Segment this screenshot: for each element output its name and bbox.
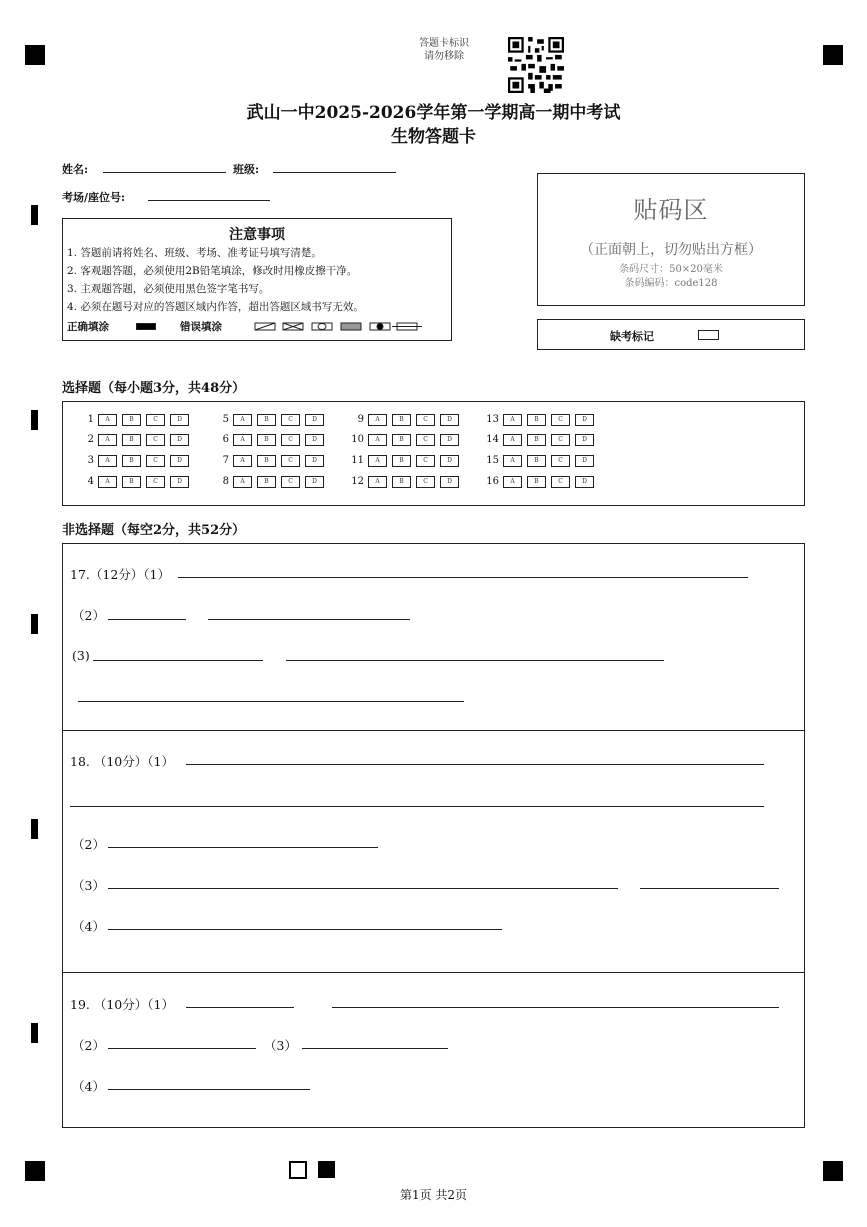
option-bubble[interactable]: C xyxy=(146,414,165,426)
page-number: 第1页 共2页 xyxy=(399,1188,468,1202)
option-bubble[interactable]: B xyxy=(527,434,546,446)
choice-question xyxy=(340,476,464,488)
choice-question xyxy=(205,455,329,467)
option-bubble[interactable]: A xyxy=(503,476,522,488)
option-bubble[interactable]: D xyxy=(305,455,324,467)
barcode-size: 条码尺寸：50×20毫米 xyxy=(619,264,723,275)
corner-mark-top-left xyxy=(25,45,45,65)
absent-box xyxy=(537,319,805,350)
q17-3-answer-line[interactable] xyxy=(93,660,263,661)
choice-question xyxy=(340,455,464,467)
option-bubble[interactable]: D xyxy=(305,434,324,446)
barcode-encoding: 条码编码：code128 xyxy=(624,278,718,289)
page-mark-hollow xyxy=(289,1161,307,1179)
question-number: 2 xyxy=(87,434,94,445)
question-number: 4 xyxy=(87,476,94,487)
q18-part2-label: （2） xyxy=(72,837,105,852)
option-bubble[interactable]: A xyxy=(233,476,252,488)
option-bubble[interactable]: B xyxy=(257,455,276,467)
qr-caption-line: 答题卡标识 xyxy=(419,38,469,49)
notice-box xyxy=(62,218,452,341)
option-bubble[interactable]: D xyxy=(440,434,459,446)
choice-question xyxy=(475,476,599,488)
choice-question xyxy=(340,434,464,446)
q17-part3-label: (3) xyxy=(72,648,90,663)
choice-question xyxy=(340,414,464,426)
option-bubble[interactable]: B xyxy=(527,455,546,467)
option-bubble[interactable]: D xyxy=(170,476,189,488)
q17-3-answer-line[interactable] xyxy=(286,660,664,661)
q19-1-answer-line[interactable] xyxy=(332,1007,779,1008)
nonchoice-answer-box xyxy=(62,543,805,1128)
nonchoice-heading: 非选择题（每空2分，共52分） xyxy=(62,523,246,538)
option-bubble[interactable]: C xyxy=(281,434,300,446)
notice-title: 注意事项 xyxy=(229,227,285,243)
fill-example-row xyxy=(67,319,109,334)
option-bubble[interactable]: A xyxy=(368,476,387,488)
correct-fill-sample xyxy=(136,323,156,330)
barcode-area xyxy=(537,173,805,306)
subject-title: 生物答题卡 xyxy=(391,127,476,147)
qr-code-icon xyxy=(508,37,564,93)
q17-2-answer-line[interactable] xyxy=(208,619,410,620)
q18-part3-label: （3） xyxy=(72,878,105,893)
question-number: 8 xyxy=(222,476,229,487)
option-bubble[interactable]: B xyxy=(527,476,546,488)
option-bubble[interactable]: D xyxy=(305,476,324,488)
question-number: 16 xyxy=(486,476,499,487)
corner-mark-top-right xyxy=(823,45,843,65)
question-number: 10 xyxy=(351,434,364,445)
page-mark-solid xyxy=(318,1161,335,1178)
q18-1-answer-line[interactable] xyxy=(70,806,764,807)
choice-heading: 选择题（每小题3分，共48分） xyxy=(62,381,246,396)
option-bubble[interactable]: A xyxy=(98,414,117,426)
question-number: 13 xyxy=(486,414,499,425)
question-number: 11 xyxy=(351,455,364,466)
option-bubble[interactable]: D xyxy=(305,414,324,426)
option-bubble[interactable]: B xyxy=(257,476,276,488)
question-number: 1 xyxy=(87,414,94,425)
option-bubble[interactable]: B xyxy=(122,455,141,467)
option-bubble[interactable]: D xyxy=(440,476,459,488)
option-bubble[interactable]: A xyxy=(368,434,387,446)
option-bubble[interactable]: C xyxy=(281,414,300,426)
q18-3-answer-line[interactable] xyxy=(108,888,618,889)
option-bubble[interactable]: A xyxy=(233,455,252,467)
q18-3-answer-line[interactable] xyxy=(640,888,779,889)
option-bubble[interactable]: C xyxy=(146,455,165,467)
notice-item: 3. 主观题答题，必须使用黑色签字笔书写。 xyxy=(67,283,270,295)
choice-question xyxy=(205,414,329,426)
exam-title: 武山一中2025-2026学年第一学期高一期中考试 xyxy=(246,103,621,123)
choice-question xyxy=(70,455,194,467)
option-bubble[interactable]: B xyxy=(392,455,411,467)
option-bubble[interactable]: D xyxy=(170,414,189,426)
q17-1-answer-line[interactable] xyxy=(178,577,748,578)
question-number: 7 xyxy=(222,455,229,466)
correct-fill-label: 正确填涂 xyxy=(67,321,109,333)
q19-4-answer-line[interactable] xyxy=(108,1089,310,1090)
choice-question xyxy=(70,414,194,426)
q19-1-answer-line[interactable] xyxy=(186,1007,294,1008)
q19-part2-label: （2） xyxy=(72,1038,105,1053)
wrong-fill-samples-icon xyxy=(254,321,432,333)
option-bubble[interactable]: A xyxy=(368,414,387,426)
option-bubble[interactable]: D xyxy=(170,455,189,467)
q18-part4-label: （4） xyxy=(72,919,105,934)
timing-mark xyxy=(31,410,38,430)
name-field[interactable] xyxy=(103,172,226,173)
option-bubble[interactable]: B xyxy=(392,476,411,488)
choice-question xyxy=(475,434,599,446)
notice-item: 4. 必须在题号对应的答题区域内作答，超出答题区域书写无效。 xyxy=(67,301,364,313)
q17-2-answer-line[interactable] xyxy=(108,619,186,620)
timing-mark xyxy=(31,614,38,634)
timing-mark xyxy=(31,205,38,225)
option-bubble[interactable]: C xyxy=(551,455,570,467)
q19-part4-label: （4） xyxy=(72,1079,105,1094)
option-bubble[interactable]: A xyxy=(503,414,522,426)
notice-item: 1. 答题前请将姓名、班级、考场、准考证号填写清楚。 xyxy=(67,247,322,259)
choice-question xyxy=(475,455,599,467)
absent-mark-checkbox[interactable] xyxy=(698,330,719,340)
timing-mark xyxy=(31,819,38,839)
option-bubble[interactable]: B xyxy=(392,434,411,446)
option-bubble[interactable]: C xyxy=(416,455,435,467)
option-bubble[interactable]: A xyxy=(503,455,522,467)
option-bubble[interactable]: A xyxy=(233,434,252,446)
option-bubble[interactable]: C xyxy=(416,414,435,426)
question-number: 12 xyxy=(351,476,364,487)
option-bubble[interactable]: A xyxy=(503,434,522,446)
option-bubble[interactable]: C xyxy=(146,434,165,446)
question-number: 9 xyxy=(357,414,364,425)
option-bubble[interactable]: D xyxy=(440,414,459,426)
question-number: 15 xyxy=(486,455,499,466)
class-field[interactable] xyxy=(273,172,396,173)
question-number: 6 xyxy=(222,434,229,445)
question-number: 5 xyxy=(222,414,229,425)
qr-caption xyxy=(404,37,484,63)
q18-1-answer-line[interactable] xyxy=(186,764,764,765)
option-bubble[interactable]: B xyxy=(257,434,276,446)
option-bubble[interactable]: C xyxy=(416,434,435,446)
q18-4-answer-line[interactable] xyxy=(108,929,502,930)
option-bubble[interactable]: C xyxy=(281,476,300,488)
option-bubble[interactable]: C xyxy=(146,476,165,488)
option-bubble[interactable]: A xyxy=(98,476,117,488)
q19-header: 19. （10分）（1） xyxy=(70,997,174,1012)
q17-3-answer-line[interactable] xyxy=(78,701,464,702)
option-bubble[interactable]: A xyxy=(233,414,252,426)
option-bubble[interactable]: C xyxy=(551,434,570,446)
option-bubble[interactable]: B xyxy=(392,414,411,426)
option-bubble[interactable]: B xyxy=(122,414,141,426)
option-bubble[interactable]: C xyxy=(281,455,300,467)
q19-3-answer-line[interactable] xyxy=(302,1048,448,1049)
absent-label: 缺考标记 xyxy=(610,330,654,343)
option-bubble[interactable]: C xyxy=(551,476,570,488)
q19-2-answer-line[interactable] xyxy=(108,1048,256,1049)
class-label: 班级: xyxy=(233,163,260,176)
barcode-title: 贴码区 xyxy=(633,196,709,224)
notice-item: 2. 客观题答题，必须使用2B铅笔填涂，修改时用橡皮擦干净。 xyxy=(67,265,358,277)
wrong-fill-label: 错误填涂 xyxy=(180,321,222,333)
section-divider xyxy=(62,730,805,731)
option-bubble[interactable]: D xyxy=(575,476,594,488)
question-number: 14 xyxy=(486,434,499,445)
corner-mark-bottom-right xyxy=(823,1161,843,1181)
option-bubble[interactable]: B xyxy=(257,414,276,426)
option-bubble[interactable]: D xyxy=(575,414,594,426)
option-bubble[interactable]: D xyxy=(575,434,594,446)
seat-field[interactable] xyxy=(148,200,270,201)
option-bubble[interactable]: B xyxy=(122,476,141,488)
wrong-fill-row xyxy=(180,319,222,334)
timing-mark xyxy=(31,1023,38,1043)
choice-question xyxy=(205,434,329,446)
choice-question xyxy=(475,414,599,426)
option-bubble[interactable]: A xyxy=(98,455,117,467)
corner-mark-bottom-left xyxy=(25,1161,45,1181)
section-divider xyxy=(62,972,805,973)
choice-question xyxy=(70,434,194,446)
q17-header: 17.（12分）（1） xyxy=(70,567,170,582)
name-label: 姓名: xyxy=(62,163,89,176)
barcode-subtitle: （正面朝上，切勿贴出方框） xyxy=(580,242,762,258)
q19-part3-label: （3） xyxy=(264,1038,297,1053)
q17-part2-label: （2） xyxy=(72,608,105,623)
option-bubble[interactable]: A xyxy=(98,434,117,446)
option-bubble[interactable]: D xyxy=(170,434,189,446)
option-bubble[interactable]: B xyxy=(527,414,546,426)
q18-2-answer-line[interactable] xyxy=(108,847,378,848)
choice-question xyxy=(70,476,194,488)
question-number: 3 xyxy=(87,455,94,466)
option-bubble[interactable]: C xyxy=(551,414,570,426)
option-bubble[interactable]: B xyxy=(122,434,141,446)
option-bubble[interactable]: D xyxy=(575,455,594,467)
seat-label: 考场/座位号: xyxy=(62,191,126,204)
qr-caption-line: 请勿移除 xyxy=(424,51,464,62)
q18-header: 18. （10分）（1） xyxy=(70,754,174,769)
choice-question xyxy=(205,476,329,488)
option-bubble[interactable]: C xyxy=(416,476,435,488)
option-bubble[interactable]: A xyxy=(368,455,387,467)
option-bubble[interactable]: D xyxy=(440,455,459,467)
